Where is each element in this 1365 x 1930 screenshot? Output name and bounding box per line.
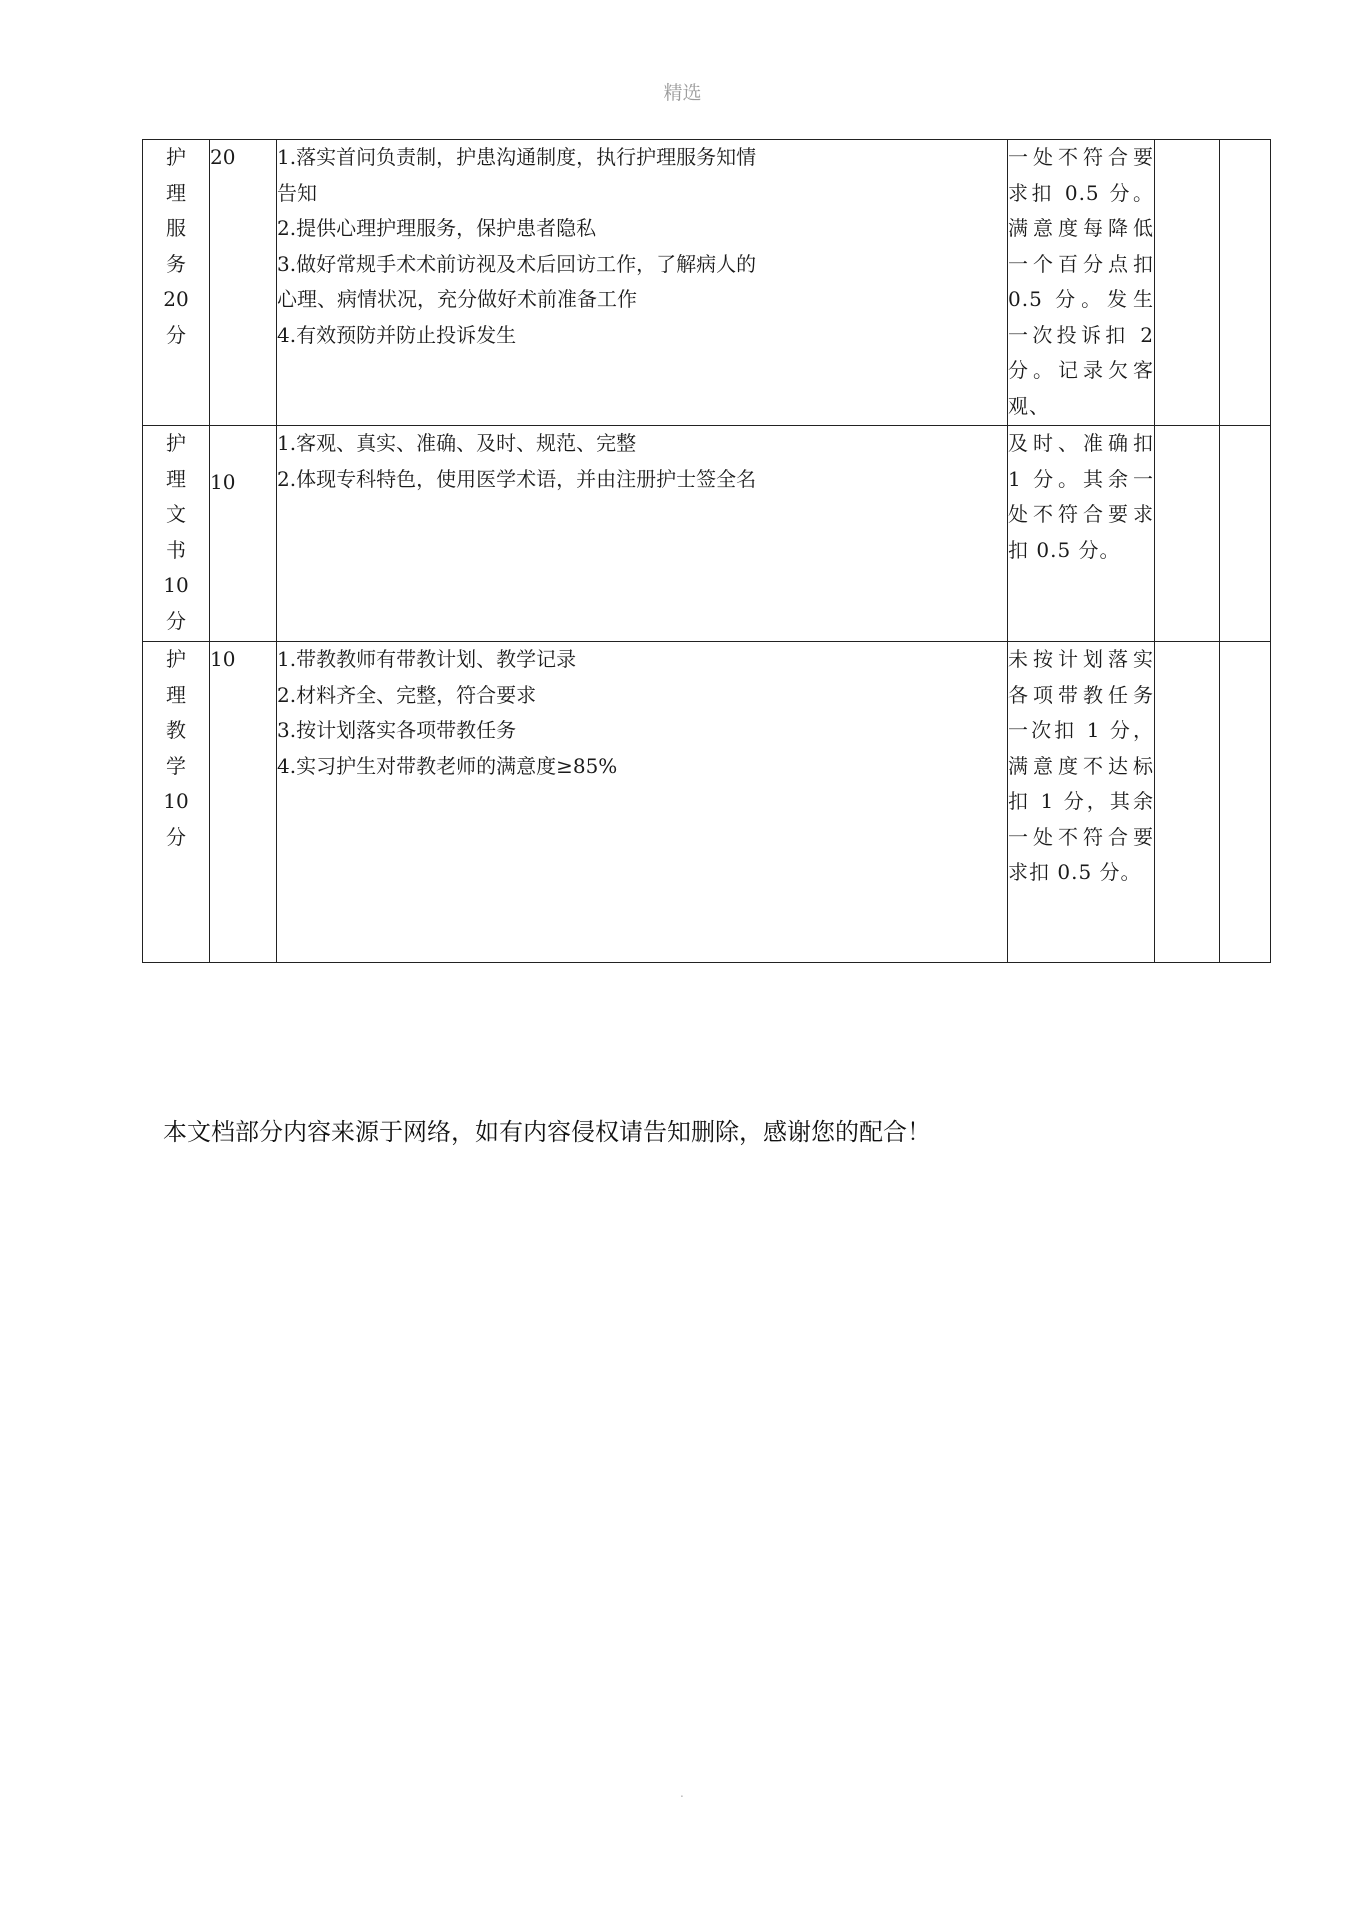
table-row	[143, 426, 1271, 642]
score-cell: 10	[210, 642, 277, 963]
category-cell: 护 理 文 书 10 分	[143, 426, 210, 642]
empty-cell	[1155, 426, 1220, 642]
page-mark: .	[680, 1786, 684, 1800]
deduction-cell: 及时、准确扣 1 分。其余一处不符合要求扣 0.5 分。	[1008, 426, 1155, 642]
deduction-cell: 一处不符合要求扣 0.5 分。满意度每降低一个百分点扣 0.5 分。发生一次投诉扣 2 分。记录欠客观、	[1008, 140, 1155, 426]
footer-notice: 本文档部分内容来源于网络，如有内容侵权请告知删除，感谢您的配合！	[163, 1118, 931, 1146]
category-cell: 护 理 服 务 20 分	[143, 140, 210, 426]
empty-cell	[1155, 140, 1220, 426]
scoring-table	[142, 139, 1271, 963]
score-cell: 20	[210, 140, 277, 426]
deduction-cell: 未按计划落实各项带教任务一次扣 1 分，满意度不达标扣 1 分，其余一处不符合要求扣 0.5 分。	[1008, 642, 1155, 963]
empty-cell	[1220, 140, 1271, 426]
empty-cell	[1220, 426, 1271, 642]
score-cell: 10	[210, 426, 277, 642]
empty-cell	[1155, 642, 1220, 963]
requirements-cell: 1.客观、真实、准确、及时、规范、完整 2.体现专科特色，使用医学术语，并由注册护士签全名	[277, 426, 1008, 642]
page-header: 精选	[663, 82, 702, 104]
category-cell: 护 理 教 学 10 分	[143, 642, 210, 963]
table-row	[143, 642, 1271, 963]
requirements-cell: 1.落实首问负责制，护患沟通制度，执行护理服务知情 告知 2.提供心理护理服务，保护患者隐私 3.做好常规手术术前访视及术后回访工作，了解病人的 心理、病情状况，充分做好术前准备工作 4.有效预防并防止投诉发生	[277, 140, 1008, 426]
table-row	[143, 140, 1271, 426]
requirements-cell: 1.带教教师有带教计划、教学记录 2.材料齐全、完整，符合要求 3.按计划落实各项带教任务 4.实习护生对带教老师的满意度≥85%	[277, 642, 1008, 963]
empty-cell	[1220, 642, 1271, 963]
